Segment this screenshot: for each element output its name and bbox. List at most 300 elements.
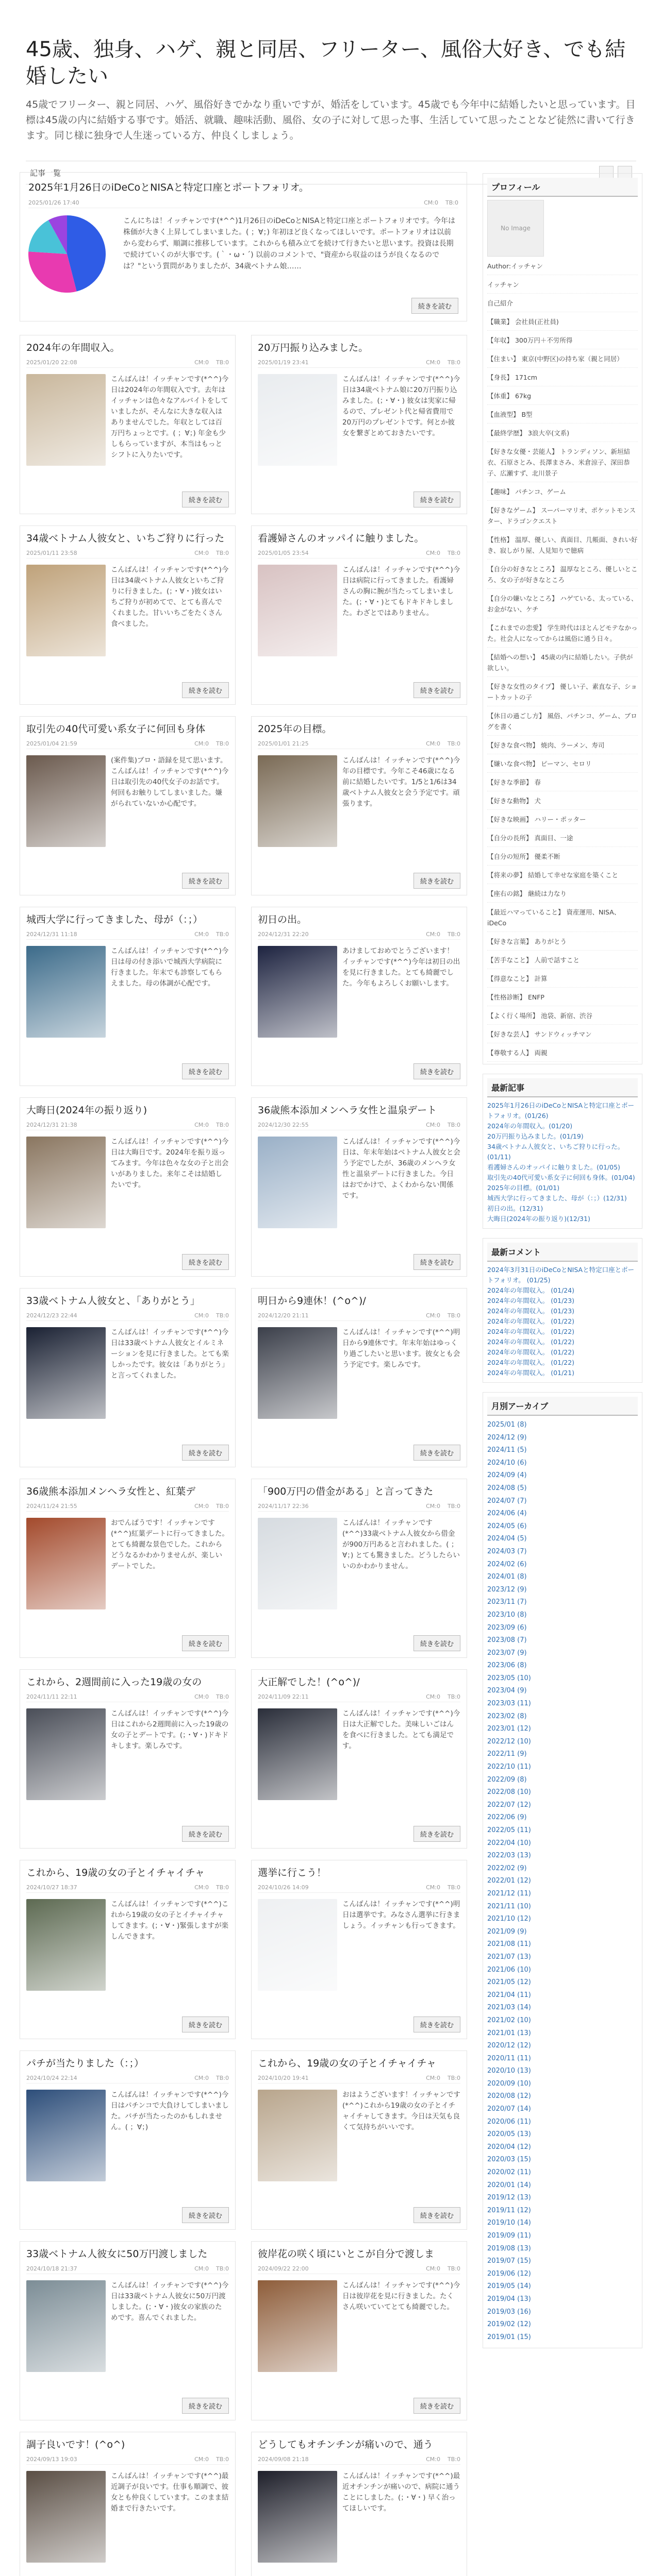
trackback-count[interactable]: TB:0 <box>216 931 229 938</box>
archive-month-link[interactable]: 2020/01 (14) <box>487 2181 531 2189</box>
post-meta <box>258 2456 460 2465</box>
post-thumbnail[interactable] <box>258 1899 337 1991</box>
trackback-count[interactable]: TB:0 <box>216 1503 229 1510</box>
archive-month-link[interactable]: 2023/01 (12) <box>487 1725 531 1733</box>
post-date: 2024/12/31 22:20 <box>258 931 309 938</box>
read-more-button[interactable]: 続きを読む <box>413 1445 460 1461</box>
archive-month-link[interactable]: 2022/02 (9) <box>487 1864 527 1872</box>
post-title[interactable]: 20万円振り込みました。 <box>258 342 369 353</box>
profile-line: 【好きな芸人】 サンドウィッチマン <box>487 1029 638 1043</box>
read-more-button[interactable]: 続きを読む <box>182 2398 229 2414</box>
archive-month-link[interactable]: 2025/01 (8) <box>487 1421 527 1429</box>
read-more-button[interactable]: 続きを読む <box>413 682 460 698</box>
post-thumbnail[interactable] <box>26 565 106 656</box>
recent-comment-link[interactable]: 2024年の年間収入。 (01/23) <box>487 1307 575 1315</box>
archive-month-link[interactable]: 2024/05 (6) <box>487 1522 527 1530</box>
trackback-count[interactable]: TB:0 <box>448 1884 460 1891</box>
archive-month-link[interactable]: 2024/01 (8) <box>487 1573 527 1581</box>
profile-line: 【趣味】 パチンコ、ゲーム <box>487 486 638 501</box>
trackback-count[interactable]: TB:0 <box>216 1122 229 1128</box>
archive-month-link[interactable]: 2020/04 (12) <box>487 2143 531 2151</box>
archive-month-link[interactable]: 2021/08 (11) <box>487 1940 531 1948</box>
post-thumbnail[interactable] <box>26 946 106 1038</box>
archive-month-link[interactable]: 2023/06 (8) <box>487 1662 527 1670</box>
read-more-button[interactable]: 続きを読む <box>413 1635 460 1651</box>
archive-month-link[interactable]: 2021/11 (10) <box>487 1902 531 1910</box>
comment-count[interactable]: CM:0 <box>194 1312 209 1319</box>
read-more-button[interactable]: 続きを読む <box>182 682 229 698</box>
archive-month-link[interactable]: 2020/08 (12) <box>487 2092 531 2100</box>
trackback-count[interactable]: TB:0 <box>448 1503 460 1510</box>
comment-count[interactable]: CM:0 <box>426 550 441 556</box>
post-title[interactable]: 選挙に行こう！ <box>258 1867 327 1878</box>
archive-month-link[interactable]: 2020/09 (10) <box>487 2079 531 2088</box>
comment-count[interactable]: CM:0 <box>426 740 441 747</box>
post-meta <box>258 1122 460 1130</box>
archive-month-link[interactable]: 2021/02 (10) <box>487 2016 531 2024</box>
post-date: 2024/10/26 14:09 <box>258 1884 309 1891</box>
recent-post-link[interactable]: 取引先の40代可愛い系女子に何回も身体。(01/04) <box>487 1174 635 1181</box>
post-card <box>251 2050 467 2230</box>
post-meta <box>26 931 229 940</box>
archive-month-link[interactable]: 2020/11 (11) <box>487 2054 531 2062</box>
post-thumbnail[interactable] <box>26 2471 106 2563</box>
comment-count[interactable]: CM:0 <box>426 2075 441 2081</box>
recent-comment-link[interactable]: 2024年3月31日のiDeCoとNISAと特定口座とポートフォリオ。 (01/25) <box>487 1266 635 1284</box>
read-more-button[interactable]: 続きを読む <box>182 1063 229 1079</box>
featured-post-title[interactable]: 2025年1月26日のiDeCoとNISAと特定口座とポートフォリオ。 <box>28 182 309 193</box>
archive-month-link[interactable]: 2023/08 (7) <box>487 1636 527 1645</box>
post-card <box>20 1288 236 1467</box>
trackback-count[interactable]: TB:0 <box>216 1312 229 1319</box>
post-excerpt: (案件集)ブロ・語録を見て思います。こんばんは！イッチャンです(*^^)今日は取引先の40代女子のお話です。何回もお触りしてしまいました。嫌がられていないか心配です。 <box>111 756 229 808</box>
post-date: 2025/01/01 21:25 <box>258 740 309 747</box>
profile-line: 【自分の長所】 真面目、一途 <box>487 833 638 847</box>
recent-posts-widget <box>483 1074 642 1229</box>
post-title[interactable]: 「900万円の借金がある」と言ってきた <box>258 1486 434 1497</box>
post-date: 2025/01/26 17:40 <box>28 199 79 206</box>
read-more-button[interactable]: 続きを読む <box>182 873 229 889</box>
archive-month-link[interactable]: 2024/04 (5) <box>487 1535 527 1543</box>
recent-post-link[interactable]: 2025年の目標。(01/01) <box>487 1184 560 1192</box>
comment-count[interactable]: CM:0 <box>426 359 441 366</box>
archive-month-link[interactable]: 2022/06 (9) <box>487 1814 527 1822</box>
archive-month-link[interactable]: 2019/05 (14) <box>487 2282 531 2291</box>
post-excerpt: こんばんは！イッチャンです(*^^)今日はパチンコで大負けしてしまいました。バチが当たったのかもしれません。( ；∀；) <box>111 2091 229 2131</box>
trackback-count[interactable]: TB:0 <box>216 740 229 747</box>
post-date: 2024/12/20 21:11 <box>258 1312 309 1319</box>
post-date: 2024/09/08 21:18 <box>258 2456 309 2463</box>
post-thumbnail[interactable] <box>258 374 337 466</box>
post-thumbnail[interactable] <box>258 1137 337 1228</box>
comment-count[interactable]: CM:0 <box>426 931 441 938</box>
post-title[interactable]: 大晦日(2024年の振り返り) <box>26 1105 147 1116</box>
profile-line: 【よく行く場所】 池袋、新宿、渋谷 <box>487 1010 638 1025</box>
archive-month-link[interactable]: 2019/04 (13) <box>487 2295 531 2303</box>
profile-line: 【好きな季節】 春 <box>487 777 638 791</box>
archive-month-link[interactable]: 2020/03 (15) <box>487 2156 531 2164</box>
post-meta <box>26 2075 229 2083</box>
trackback-count[interactable]: TB:0 <box>448 931 460 938</box>
read-more-button[interactable]: 続きを読む <box>411 298 458 314</box>
comment-count[interactable]: CM:0 <box>426 1884 441 1891</box>
recent-post-link[interactable]: 34歳ベトナム人彼女と、いちご狩りに行った。(01/11) <box>487 1143 624 1161</box>
trackback-count[interactable]: TB:0 <box>448 359 460 366</box>
profile-line: 【嫌いな食べ物】 ピーマン、セロリ <box>487 758 638 773</box>
trackback-count[interactable]: TB:0 <box>448 740 460 747</box>
archive-month-link[interactable]: 2020/07 (14) <box>487 2105 531 2113</box>
trackback-count[interactable]: TB:0 <box>448 1122 460 1128</box>
read-more-button[interactable]: 続きを読む <box>413 2207 460 2223</box>
article-list-link[interactable]: 記事一覧 <box>30 168 61 178</box>
post-title[interactable]: 2025年の目標。 <box>258 723 332 735</box>
recent-posts-title: 最新記事 <box>487 1078 638 1097</box>
comment-count[interactable]: CM:0 <box>194 359 209 366</box>
post-title[interactable]: 看護婦さんのオッパイに触りました。 <box>258 533 424 544</box>
post-thumbnail[interactable] <box>258 1518 337 1609</box>
trackback-count[interactable]: TB:0 <box>216 550 229 556</box>
recent-comment-link[interactable]: 2024年の年間収入。 (01/24) <box>487 1286 575 1294</box>
trackback-count[interactable]: TB:0 <box>448 1693 460 1700</box>
profile-widget <box>483 173 642 1064</box>
comment-count[interactable]: CM:0 <box>424 199 439 206</box>
archive-month-link[interactable]: 2022/12 (10) <box>487 1737 531 1745</box>
profile-line: 【好きな食べ物】 焼肉、ラーメン、寿司 <box>487 740 638 754</box>
archive-month-link[interactable]: 2019/06 (12) <box>487 2269 531 2278</box>
read-more-button[interactable]: 続きを読む <box>413 492 460 507</box>
post-title[interactable]: 33歳ベトナム人彼女に50万円渡しました <box>26 2248 208 2260</box>
post-thumbnail[interactable] <box>258 2280 337 2372</box>
archive-month-link[interactable]: 2022/05 (11) <box>487 1826 531 1834</box>
trackback-count[interactable]: TB:0 <box>445 199 458 206</box>
post-meta <box>26 740 229 749</box>
recent-post-link[interactable]: 2024年の年間収入。(01/20) <box>487 1122 573 1130</box>
read-more-button[interactable]: 続きを読む <box>413 1826 460 1842</box>
read-more-button[interactable]: 続きを読む <box>182 1254 229 1270</box>
profile-line: 【住まい】 東京(中野区)の持ち家（親と同居） <box>487 353 638 368</box>
post-title[interactable]: これから、2週間前に入った19歳の女の <box>26 1676 202 1688</box>
post-excerpt: おでんぱうです！イッチャンです(*^^)紅葉デートに行ってきました。とても綺麗な景色でした。これからどうなるかわかりませんが、楽しいデートでした。 <box>111 1519 229 1570</box>
post-excerpt: こんにちは！イッチャンです(*^^)1月26日のiDeCoとNISAと特定口座とポートフォリオです。今年は株価が大きく上昇してしまいました。( ；∀；) 年初ほど良くなってほしいです。ポートフォリオは以前から変わらず、順調に推移しています。これからも積み立てを続けて行きたいと思います。投資は長期で続けていくのが大事です。(｀・ω・´) 以前のコメントで、"資産から収益のほうが良くなるのでは？"という質問がありましたが、34歳ベトナム娘…… <box>123 217 455 270</box>
archive-month-link[interactable]: 2023/12 (9) <box>487 1585 527 1594</box>
archive-month-link[interactable]: 2020/05 (13) <box>487 2130 531 2139</box>
archive-month-link[interactable]: 2019/08 (13) <box>487 2244 531 2252</box>
trackback-count[interactable]: TB:0 <box>448 2075 460 2081</box>
read-more-button[interactable]: 続きを読む <box>182 2016 229 2032</box>
archives-title: 月別アーカイブ <box>487 1397 638 1416</box>
post-date: 2025/01/11 23:58 <box>26 550 77 556</box>
post-title[interactable]: どうしてもオチンチンが痛いので、通う <box>258 2439 433 2450</box>
archive-month-link[interactable]: 2023/09 (6) <box>487 1623 527 1632</box>
comment-count[interactable]: CM:0 <box>194 2456 209 2463</box>
read-more-button[interactable]: 続きを読む <box>413 1063 460 1079</box>
post-meta <box>26 359 229 368</box>
archive-month-link[interactable]: 2020/06 (11) <box>487 2117 531 2126</box>
archive-month-link[interactable]: 2024/10 (6) <box>487 1459 527 1467</box>
profile-line: 【座右の銘】 継続は力なり <box>487 888 638 903</box>
post-thumbnail[interactable] <box>26 1708 106 1800</box>
read-more-button[interactable]: 続きを読む <box>182 1635 229 1651</box>
post-meta <box>26 1884 229 1893</box>
recent-comment-link[interactable]: 2024年の年間収入。 (01/22) <box>487 1338 575 1346</box>
post-card <box>20 1669 236 1849</box>
archive-month-link[interactable]: 2021/09 (9) <box>487 1927 527 1936</box>
archive-month-link[interactable]: 2019/11 (12) <box>487 2206 531 2214</box>
post-thumbnail[interactable] <box>258 2471 337 2563</box>
post-thumbnail[interactable] <box>258 755 337 847</box>
post-thumbnail[interactable] <box>258 2090 337 2181</box>
trackback-count[interactable]: TB:0 <box>448 2265 460 2272</box>
post-title[interactable]: 彼岸花の咲く頃にいとこが自分で渡しま <box>258 2248 435 2260</box>
recent-comment-link[interactable]: 2024年の年間収入。 (01/21) <box>487 1369 575 1377</box>
archive-month-link[interactable]: 2023/07 (9) <box>487 1649 527 1657</box>
archive-month-link[interactable]: 2019/01 (15) <box>487 2333 531 2341</box>
recent-post-link[interactable]: 看護婦さんのオッパイに触りました。(01/05) <box>487 1163 620 1171</box>
comment-count[interactable]: CM:0 <box>426 1503 441 1510</box>
archive-month-link[interactable]: 2021/10 (12) <box>487 1915 531 1923</box>
trackback-count[interactable]: TB:0 <box>216 1693 229 1700</box>
post-card <box>251 2241 467 2420</box>
post-date: 2024/11/09 22:11 <box>258 1693 309 1700</box>
archive-month-link[interactable]: 2021/06 (10) <box>487 1965 531 1974</box>
post-meta <box>28 199 458 208</box>
comment-count[interactable]: CM:0 <box>194 1884 209 1891</box>
trackback-count[interactable]: TB:0 <box>216 359 229 366</box>
archive-month-link[interactable]: 2024/11 (5) <box>487 1446 527 1454</box>
archive-month-link[interactable]: 2022/04 (10) <box>487 1839 531 1847</box>
trackback-count[interactable]: TB:0 <box>216 2075 229 2081</box>
post-excerpt: こんばんは！イッチャンです(*^^)今日は、年末年始はベトナム人彼女と会う予定でしたが、36歳のメンヘラ女性と温泉デートに行きました。今日はおでかけで、よくわからない関係です。 <box>342 1138 460 1200</box>
archive-month-link[interactable]: 2024/07 (7) <box>487 1497 527 1505</box>
recent-comment-link[interactable]: 2024年の年間収入。 (01/22) <box>487 1359 575 1366</box>
post-thumbnail[interactable] <box>258 1327 337 1419</box>
recent-post-link[interactable]: 大晦日(2024年の振り返り)(12/31) <box>487 1215 590 1223</box>
recent-comment-link[interactable]: 2024年の年間収入。 (01/22) <box>487 1328 575 1335</box>
archive-month-link[interactable]: 2019/03 (16) <box>487 2308 531 2316</box>
post-card <box>251 1479 467 1658</box>
comment-count[interactable]: CM:0 <box>194 740 209 747</box>
archive-month-link[interactable]: 2021/07 (13) <box>487 1953 531 1961</box>
recent-post-link[interactable]: 20万円振り込みました。(01/19) <box>487 1132 584 1140</box>
archive-month-link[interactable]: 2022/03 (13) <box>487 1852 531 1860</box>
comment-count[interactable]: CM:0 <box>194 550 209 556</box>
post-title[interactable]: パチが当たりました（：；） <box>26 2058 144 2069</box>
archive-month-link[interactable]: 2019/07 (15) <box>487 2257 531 2265</box>
comment-count[interactable]: CM:0 <box>194 1503 209 1510</box>
post-excerpt: あけましておめでとうございます！イッチャンです(*^^)今年は初日の出を見に行きました。とても綺麗でした。今年もよろしくお願いします。 <box>342 947 460 988</box>
profile-line: 【年収】 300万円＋不労所得 <box>487 335 638 349</box>
post-excerpt: こんばんは！イッチャンです(*^^)今日はこれから2週間前に入った19歳の女の子とデートです。(；・∀・)ドキドキします。楽しみです。 <box>111 1709 229 1750</box>
recent-post-link[interactable]: 初日の出。(12/31) <box>487 1205 543 1212</box>
post-title[interactable]: 33歳ベトナム人彼女と、「ありがとう」 <box>26 1295 200 1307</box>
profile-title: プロフィール <box>487 178 638 197</box>
post-card <box>251 526 467 705</box>
comment-count[interactable]: CM:0 <box>426 1312 441 1319</box>
post-title[interactable]: これから、19歳の女の子とイチャイチャ <box>26 1867 205 1878</box>
post-thumbnail[interactable] <box>258 565 337 656</box>
post-excerpt: こんばんは！イッチャンです(*^^)今日は34歳ベトナム娘に20万円振り込みました。(；・∀・) 彼女は実家に帰るので、プレゼント代と帰省費用で20万円のプレゼントです。何とか彼女を繋ぎとめておきたいです。 <box>342 375 460 437</box>
recent-comment-link[interactable]: 2024年の年間収入。 (01/23) <box>487 1297 575 1304</box>
archive-month-link[interactable]: 2020/02 (11) <box>487 2168 531 2177</box>
post-meta <box>258 1503 460 1512</box>
comment-count[interactable]: CM:0 <box>194 1693 209 1700</box>
post-title[interactable]: 城西大学に行ってきました、母が（：；） <box>26 914 203 925</box>
post-title[interactable]: 調子良いです！(^o^) <box>26 2439 125 2450</box>
recent-post-link[interactable]: 城西大学に行ってきました、母が（：；）(12/31) <box>487 1194 627 1202</box>
post-thumbnail[interactable] <box>26 374 106 466</box>
profile-line: 【自分の嫌いなところ】 ハゲている、太っている、お金がない、ケチ <box>487 593 638 618</box>
post-thumbnail[interactable] <box>26 1137 106 1228</box>
post-card <box>20 1479 236 1658</box>
post-date: 2024/12/23 22:44 <box>26 1312 77 1319</box>
post-title[interactable]: 取引先の40代可愛い系女子に何回も身体 <box>26 723 206 735</box>
post-excerpt: こんばんは！イッチャンです(*^^)今年の目標です。今年こそ46歳になる前に結婚したいです。1/5と1/6は34歳ベトナム人彼女と会う予定です。頑張ります。 <box>342 756 460 808</box>
post-excerpt: こんばんは！イッチャンです(*^^)今日は2024年の年間収入です。去年はイッチャンは色々なアルバイトをしていましたが、そんなに大きな収入はありませんでした。年収としては百万円ちょっとです。( ；∀；) 年金も少しもらっていますが、本当はもっとシフトに入りたいです。 <box>111 375 229 459</box>
post-excerpt: こんばんは！イッチャンです(*^^)今日は大正解でした。美味しいごはんを食べに行きました。とても満足です。 <box>342 1709 460 1750</box>
read-more-button[interactable]: 続きを読む <box>182 2207 229 2223</box>
archive-month-link[interactable]: 2022/11 (9) <box>487 1750 527 1758</box>
post-date: 2024/11/17 22:36 <box>258 1503 309 1510</box>
post-excerpt: こんばんは！イッチャンです(*^^)最近調子が良いです。仕事も順調で、彼女とも仲良くしています。このまま結婚まで行きたいです。 <box>111 2472 229 2513</box>
comment-count[interactable]: CM:0 <box>426 1122 441 1128</box>
comment-count[interactable]: CM:0 <box>194 2075 209 2081</box>
recent-comment-link[interactable]: 2024年の年間収入。 (01/22) <box>487 1317 575 1325</box>
post-date: 2025/01/05 23:54 <box>258 550 309 556</box>
profile-line: 【身長】 171cm <box>487 372 638 386</box>
archive-month-link[interactable]: 2023/02 (8) <box>487 1712 527 1720</box>
post-title[interactable]: 明日から9連休！(^o^)/ <box>258 1295 366 1307</box>
post-title[interactable]: 34歳ベトナム人彼女と、いちご狩りに行った <box>26 533 225 544</box>
post-card <box>251 716 467 895</box>
archive-month-link[interactable]: 2024/08 (5) <box>487 1484 527 1492</box>
read-more-button[interactable]: 続きを読む <box>413 2398 460 2414</box>
archive-month-link[interactable]: 2021/01 (13) <box>487 2029 531 2037</box>
archive-month-link[interactable]: 2021/04 (11) <box>487 1991 531 1999</box>
recent-comment-link[interactable]: 2024年の年間収入。 (01/22) <box>487 1348 575 1356</box>
post-card <box>20 2432 236 2576</box>
trackback-count[interactable]: TB:0 <box>216 2456 229 2463</box>
archive-month-link[interactable]: 2022/01 (12) <box>487 1877 531 1885</box>
archive-month-link[interactable]: 2019/10 (14) <box>487 2219 531 2227</box>
post-title[interactable]: 36歳熊本添加メンヘラ女性と、紅葉デ <box>26 1486 196 1497</box>
post-thumbnail[interactable] <box>258 946 337 1038</box>
post-excerpt: こんばんは！イッチャンです(*^^)今日は33歳ベトナム人彼女とイルミネーションを見に行きました。とても楽しかったです。彼女は「ありがとう」と言ってくれました。 <box>111 1328 229 1380</box>
post-grid <box>20 335 467 2576</box>
recent-post-link[interactable]: 2025年1月26日のiDeCoとNISAと特定口座とポートフォリオ。(01/26) <box>487 1101 635 1120</box>
post-thumbnail[interactable] <box>26 1899 106 1991</box>
archive-month-link[interactable]: 2024/12 (9) <box>487 1433 527 1442</box>
trackback-count[interactable]: TB:0 <box>448 550 460 556</box>
post-date: 2024/09/22 22:00 <box>258 2265 309 2272</box>
archive-month-link[interactable]: 2019/12 (13) <box>487 2194 531 2202</box>
archive-month-link[interactable]: 2023/04 (9) <box>487 1687 527 1695</box>
post-thumbnail[interactable] <box>26 1327 106 1419</box>
post-thumbnail[interactable] <box>26 755 106 847</box>
post-thumbnail[interactable] <box>26 2280 106 2372</box>
comment-count[interactable]: CM:0 <box>426 2456 441 2463</box>
profile-line: 【性格】 温厚、優しい、真面目、几帳面、きれい好き、寂しがり屋、人見知りで臆病 <box>487 534 638 560</box>
post-meta <box>258 1884 460 1893</box>
post-card <box>251 2432 467 2576</box>
trackback-count[interactable]: TB:0 <box>216 1884 229 1891</box>
archive-month-link[interactable]: 2021/05 (12) <box>487 1978 531 1987</box>
post-meta <box>258 740 460 749</box>
post-title[interactable]: これから、19歳の女の子とイチャイチャ <box>258 2058 437 2069</box>
profile-line: 【好きな動物】 犬 <box>487 795 638 810</box>
archive-month-link[interactable]: 2023/03 (11) <box>487 1700 531 1708</box>
read-more-button[interactable]: 続きを読む <box>413 873 460 889</box>
archive-month-link[interactable]: 2022/08 (10) <box>487 1788 531 1797</box>
post-title[interactable]: 初日の出。 <box>258 914 307 925</box>
comment-count[interactable]: CM:0 <box>426 1693 441 1700</box>
profile-line: 【得意なこと】 計算 <box>487 973 638 988</box>
archive-month-link[interactable]: 2020/12 (12) <box>487 2042 531 2050</box>
post-date: 2024/11/11 22:11 <box>26 1693 77 1700</box>
portfolio-pie-chart[interactable] <box>28 215 116 293</box>
post-meta <box>26 1503 229 1512</box>
read-more-button[interactable]: 続きを読む <box>413 1254 460 1270</box>
post-card <box>20 2241 236 2420</box>
post-card <box>251 1669 467 1849</box>
trackback-count[interactable]: TB:0 <box>448 2456 460 2463</box>
comment-count[interactable]: CM:0 <box>194 1122 209 1128</box>
archive-month-link[interactable]: 2021/12 (11) <box>487 1889 531 1897</box>
post-thumbnail[interactable] <box>258 1708 337 1800</box>
profile-line: 【結婚への想い】 45歳の内に結婚したい。子供が欲しい。 <box>487 652 638 677</box>
post-title[interactable]: 大正解でした！(^o^)/ <box>258 1676 360 1688</box>
archive-month-link[interactable]: 2022/09 (8) <box>487 1775 527 1784</box>
archive-month-link[interactable]: 2023/05 (10) <box>487 1674 531 1682</box>
comment-count[interactable]: CM:0 <box>194 931 209 938</box>
post-title[interactable]: 36歳熊本添加メンヘラ女性と温泉デート <box>258 1105 437 1116</box>
post-title[interactable]: 2024年の年間収入。 <box>26 342 120 353</box>
profile-line: 【職業】 会社員(正社員) <box>487 316 638 331</box>
post-card <box>20 716 236 895</box>
post-date: 2025/01/19 23:41 <box>258 359 309 366</box>
post-meta <box>258 2075 460 2083</box>
profile-line: 【苦手なこと】 人前で話すこと <box>487 955 638 969</box>
archive-month-link[interactable]: 2023/10 (8) <box>487 1611 527 1619</box>
post-card <box>251 907 467 1086</box>
archive-month-link[interactable]: 2024/06 (4) <box>487 1510 527 1518</box>
comment-count[interactable]: CM:0 <box>426 2265 441 2272</box>
post-thumbnail[interactable] <box>26 1518 106 1609</box>
archive-month-link[interactable]: 2024/09 (4) <box>487 1471 527 1480</box>
site-title[interactable]: 45歳、独身、ハゲ、親と同居、フリーター、風俗大好き、でも結婚したい <box>26 38 626 88</box>
archive-month-link[interactable]: 2020/10 (13) <box>487 2067 531 2075</box>
archive-month-link[interactable]: 2022/10 (11) <box>487 1763 531 1771</box>
archive-month-link[interactable]: 2023/11 (7) <box>487 1598 527 1606</box>
post-date: 2024/10/18 21:37 <box>26 2265 77 2272</box>
read-more-button[interactable]: 続きを読む <box>182 1445 229 1461</box>
archive-month-link[interactable]: 2022/07 (12) <box>487 1801 531 1809</box>
archive-month-link[interactable]: 2019/02 (12) <box>487 2320 531 2329</box>
read-more-button[interactable]: 続きを読む <box>182 1826 229 1842</box>
read-more-button[interactable]: 続きを読む <box>182 492 229 507</box>
post-card <box>251 1097 467 1277</box>
archive-month-link[interactable]: 2019/09 (11) <box>487 2232 531 2240</box>
trackback-count[interactable]: TB:0 <box>216 2265 229 2272</box>
trackback-count[interactable]: TB:0 <box>448 1312 460 1319</box>
post-card <box>20 335 236 514</box>
archive-month-link[interactable]: 2024/02 (6) <box>487 1560 527 1568</box>
read-more-button[interactable]: 続きを読む <box>413 2016 460 2032</box>
archive-month-link[interactable]: 2024/03 (7) <box>487 1547 527 1555</box>
profile-line: 【尊敬する人】 両親 <box>487 1047 638 1062</box>
post-thumbnail[interactable] <box>26 2090 106 2181</box>
archive-month-link[interactable]: 2021/03 (14) <box>487 2004 531 2012</box>
comment-count[interactable]: CM:0 <box>194 2265 209 2272</box>
